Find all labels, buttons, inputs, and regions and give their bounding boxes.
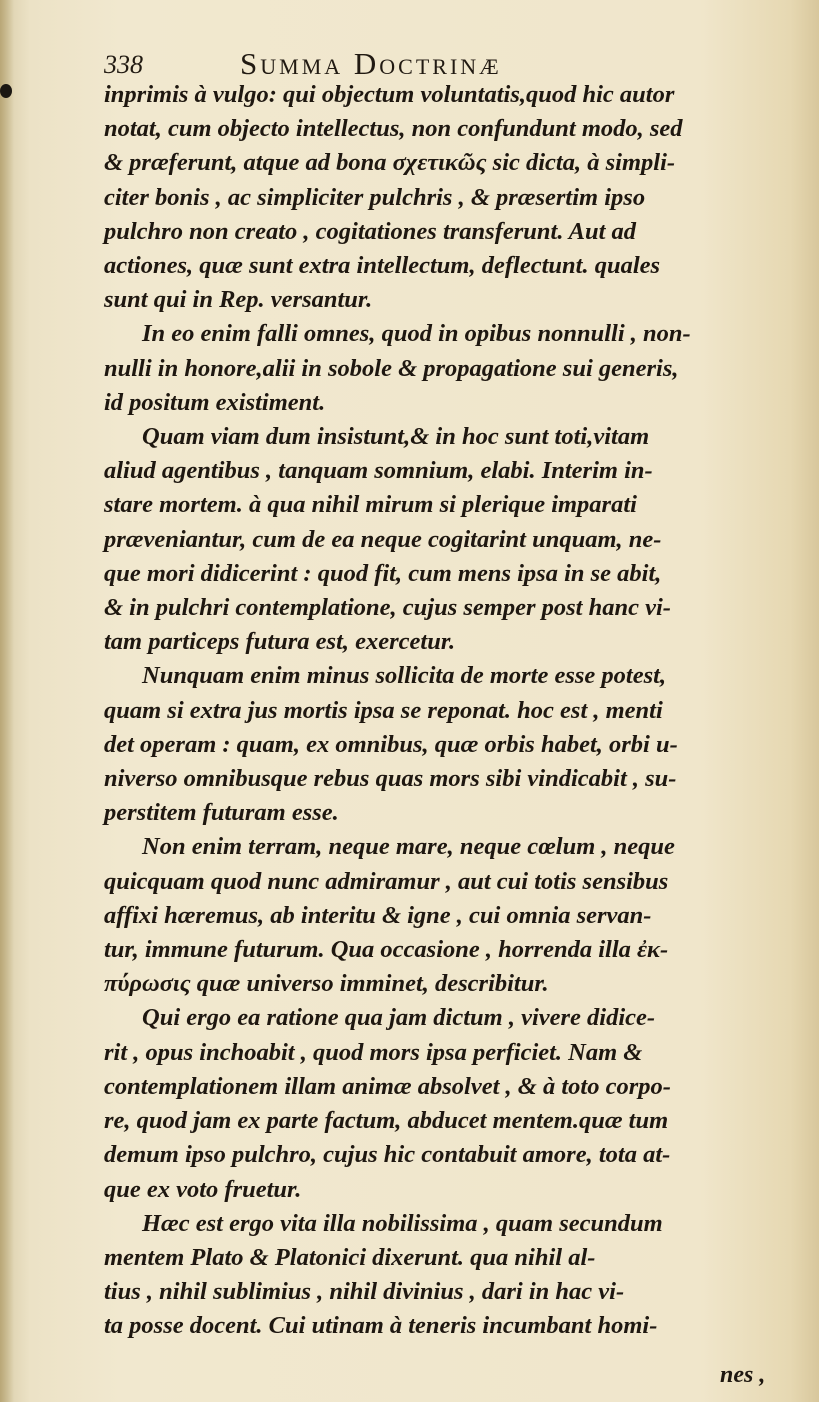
text-line: sunt qui in Rep. versantur. [104, 286, 373, 314]
text-line: mentem Plato & Platonici dixerunt. qua nihil al- [104, 1243, 596, 1271]
text-line: rit , opus inchoabit , quod mors ipsa perficiet. Nam & [104, 1038, 643, 1066]
text-line: tur, immune futurum. Qua occasione , horrenda illa ἐκ- [104, 936, 669, 964]
text-line: id positum existiment. [104, 388, 326, 416]
text-line: Hæc est ergo vita illa nobilissima , quam secundum [142, 1209, 663, 1237]
text-line: citer bonis , ac simpliciter pulchris , & præsertim ipso [104, 183, 646, 211]
text-line: pulchro non creato , cogitationes transferunt. Aut ad [104, 217, 637, 245]
text-line: contemplationem illam animæ absolvet , & à toto corpo- [104, 1072, 671, 1100]
body-text [104, 78, 784, 1344]
text-line: quam si extra jus mortis ipsa se reponat. hoc est , menti [104, 696, 663, 724]
text-line: In eo enim falli omnes, quod in opibus nonnulli , non- [142, 320, 691, 348]
text-line: inprimis à vulgo: qui objectum voluntatis,quod hic autor [104, 81, 675, 108]
text-line: Qui ergo ea ratione qua jam dictum , vivere didice- [142, 1004, 656, 1032]
text-line: actiones, quæ sunt extra intellectum, deflectunt. quales [104, 252, 661, 280]
page-number: 338 [104, 50, 143, 79]
text-line: & præferunt, atque ad bona σχετικῶς sic dicta, à simpli- [104, 149, 676, 177]
text-line: demum ipso pulchro, cujus hic contabuit amore, tota at- [104, 1141, 671, 1169]
text-line: Quam viam dum insistunt,& in hoc sunt toti,vitam [142, 423, 650, 451]
text-line: & in pulchri contemplatione, cujus semper post hanc vi- [104, 594, 671, 622]
text-line: Non enim terram, neque mare, neque cœlum , neque [142, 833, 675, 861]
text-line: nulli in honore,alii in sobole & propagatione sui generis, [104, 354, 679, 382]
text-line: tam particeps futura est, exercetur. [104, 628, 456, 656]
text-line: re, quod jam ex parte factum, abducet mentem.quæ tum [104, 1107, 669, 1135]
running-title: Summa Doctrinæ [240, 46, 502, 81]
text-line: aliud agentibus , tanquam somnium, elabi. Interim in- [104, 457, 653, 485]
text-line: quicquam quod nunc admiramur , aut cui totis sensibus [104, 867, 669, 895]
text-line: det operam : quam, ex omnibus, quæ orbis habet, orbi u- [104, 730, 678, 758]
text-line: affixi hæremus, ab interitu & igne , cui omnia servan- [104, 901, 652, 929]
text-line: stare mortem. à qua nihil mirum si plerique imparati [104, 491, 637, 519]
text-line: tius , nihil sublimius , nihil divinius , dari in hac vi- [104, 1278, 625, 1306]
text-line: que mori didicerint : quod fit, cum mens ipsa in se abit, [104, 559, 662, 587]
text-line: perstitem futuram esse. [104, 799, 339, 827]
text-line: notat, cum objecto intellectus, non confundunt modo, sed [104, 115, 683, 143]
text-line: ta posse docent. Cui utinam à teneris incumbant homi- [104, 1312, 658, 1340]
catchword: nes , [720, 1362, 766, 1388]
gutter-shadow [0, 0, 14, 1402]
text-line: niverso omnibusque rebus quas mors sibi vindicabit , su- [104, 765, 677, 793]
text-line: que ex voto fruetur. [104, 1175, 302, 1203]
text-line: præveniantur, cum de ea neque cogitarint unquam, ne- [104, 525, 662, 553]
ink-blot [0, 84, 12, 98]
text-line: Nunquam enim minus sollicita de morte esse potest, [142, 662, 667, 690]
text-line: πύρωσις quæ universo imminet, describitur. [104, 970, 549, 998]
